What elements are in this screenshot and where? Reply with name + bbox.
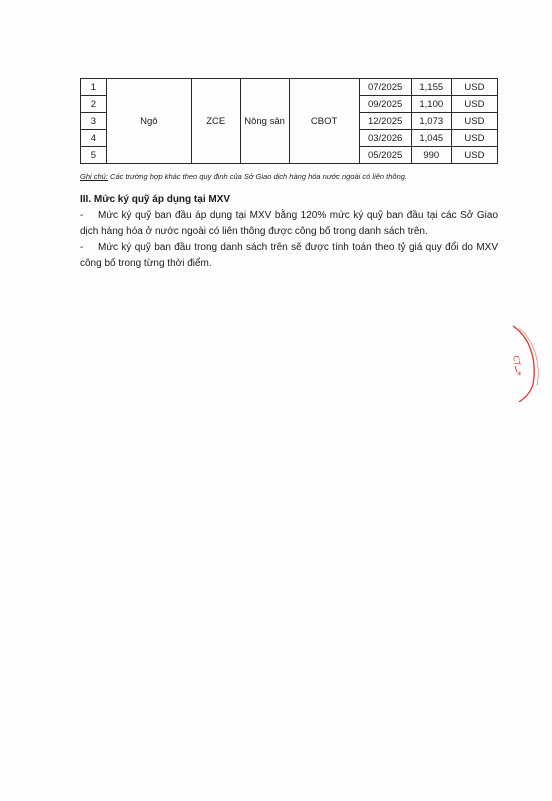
contract-month: 09/2025	[359, 96, 411, 113]
contract-month: 03/2026	[359, 130, 411, 147]
red-seal-stamp-icon	[505, 322, 545, 402]
table-note	[80, 172, 407, 181]
note-label: Ghi chú:	[80, 172, 108, 181]
row-number: 3	[81, 113, 107, 130]
svg-text:CT: CT	[511, 354, 522, 367]
row-number: 2	[81, 96, 107, 113]
contract-month: 12/2025	[359, 113, 411, 130]
currency-unit: USD	[451, 147, 497, 164]
currency-unit: USD	[451, 96, 497, 113]
bullet-text: Mức ký quỹ ban đầu áp dụng tại MXV bằng 120% mức ký quỹ ban đầu tại các Sở Giao dịch hàng hóa ở nước ngoài có liên thông được công bố trong danh sách trên.	[80, 210, 498, 237]
margin-value: 1,155	[411, 79, 451, 96]
margin-value: 1,045	[411, 130, 451, 147]
bullet-text: Mức ký quỹ ban đầu trong danh sách trên sẽ được tính toán theo tỷ giá quy đổi do MXV công bố trong từng thời điểm.	[80, 242, 498, 269]
svg-text:*: *	[517, 371, 522, 381]
table-row	[81, 79, 498, 96]
commodity-name: Ngô	[106, 79, 191, 164]
dash-marker: -	[80, 242, 84, 253]
commodity-group: Nông sản	[240, 79, 289, 164]
row-number: 1	[81, 79, 107, 96]
margin-value: 1,073	[411, 113, 451, 130]
margin-value: 990	[411, 147, 451, 164]
currency-unit: USD	[451, 113, 497, 130]
bullet-item	[80, 208, 498, 240]
currency-unit: USD	[451, 130, 497, 147]
bullet-item	[80, 240, 498, 272]
margin-table	[80, 78, 498, 164]
contract-month: 07/2025	[359, 79, 411, 96]
row-number: 5	[81, 147, 107, 164]
contract-month: 05/2025	[359, 147, 411, 164]
row-number: 4	[81, 130, 107, 147]
dash-marker: -	[80, 210, 84, 221]
margin-value: 1,100	[411, 96, 451, 113]
section-heading: III. Mức ký quỹ áp dụng tại MXV	[80, 194, 231, 205]
note-text: Các trường hợp khác theo quy định của Sở Giao dịch hàng hóa nước ngoài có liên thông.	[107, 172, 408, 181]
exchange-name: CBOT	[289, 79, 359, 164]
commodity-code: ZCE	[191, 79, 240, 164]
currency-unit: USD	[451, 79, 497, 96]
